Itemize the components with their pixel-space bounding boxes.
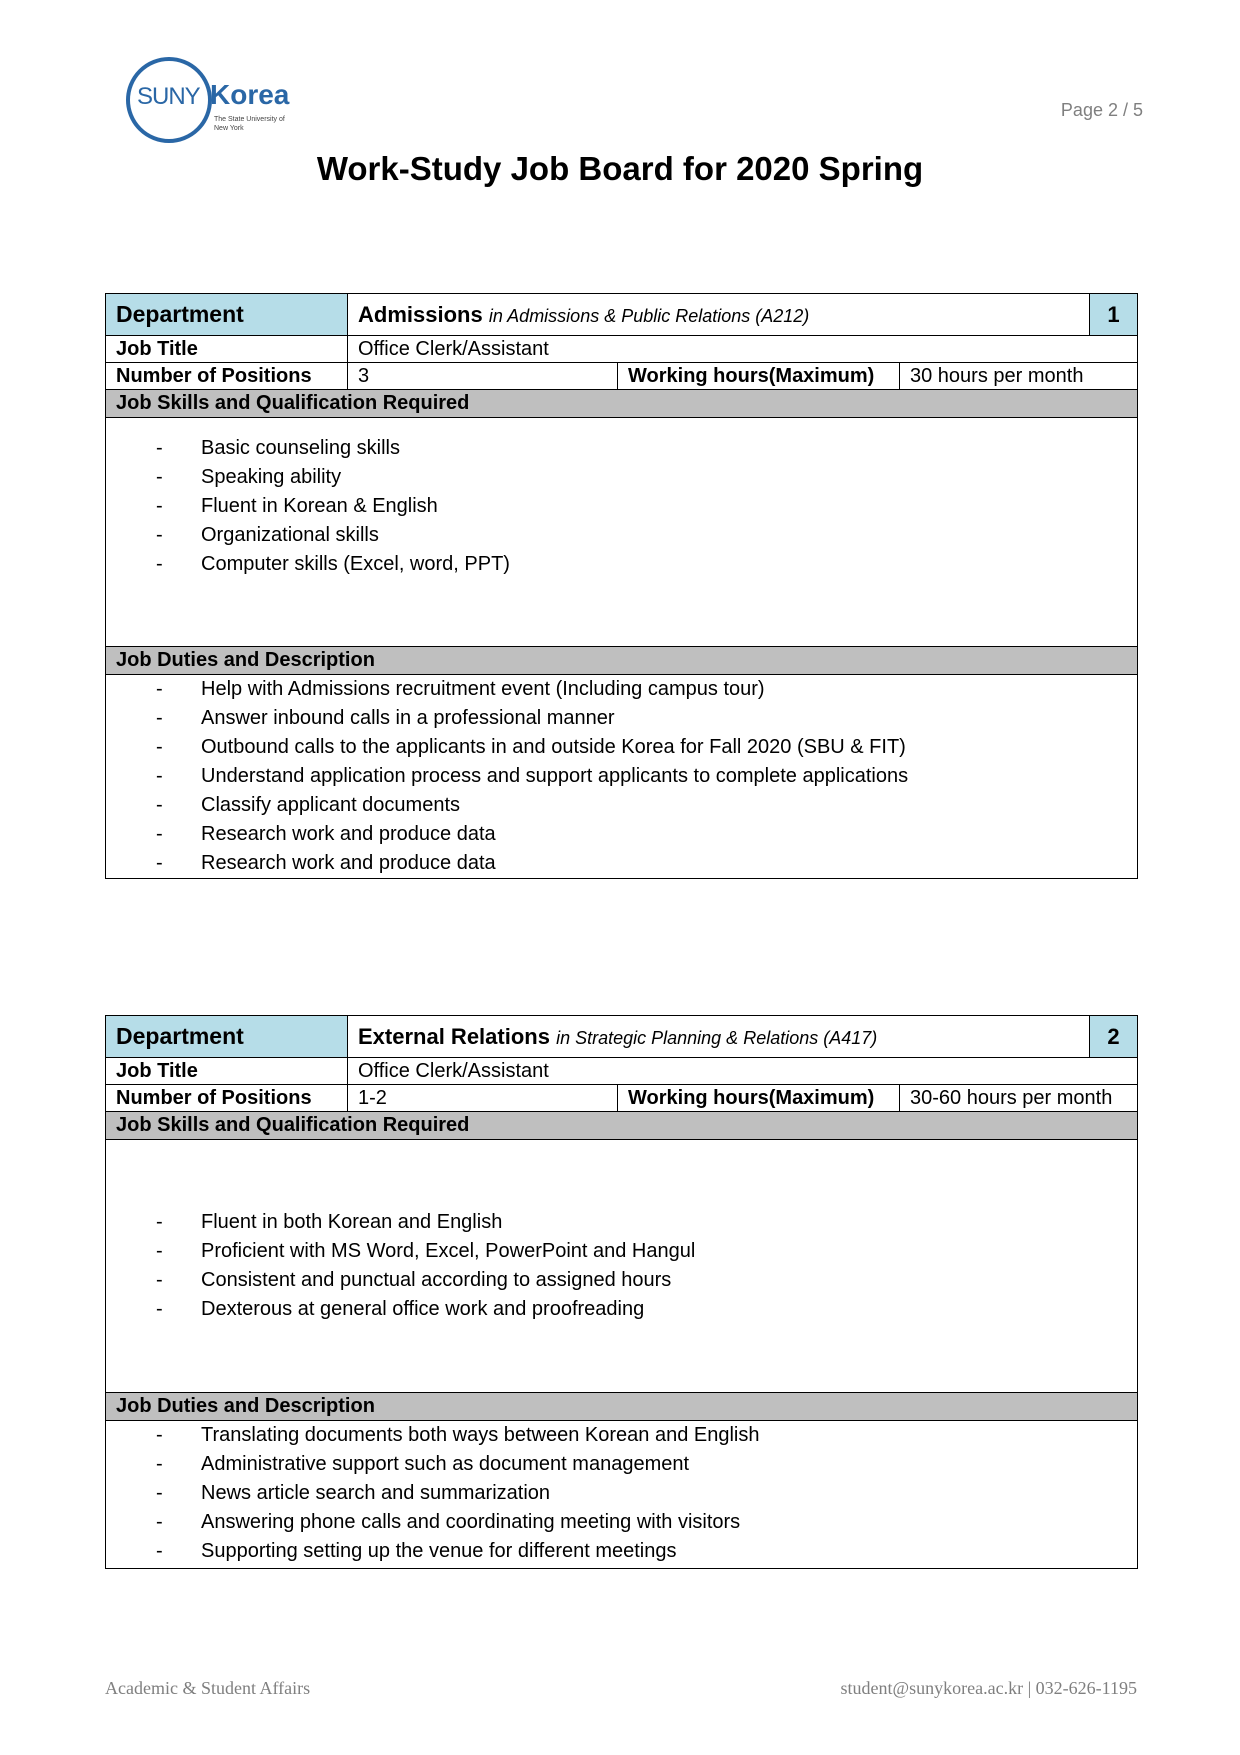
department-label: Department — [106, 1016, 348, 1058]
list-item: - Research work and produce data — [156, 849, 1127, 878]
page-number: Page 2 / 5 — [1060, 100, 1143, 120]
suny-korea-logo — [122, 53, 302, 143]
hours-label: Working hours(Maximum) — [618, 363, 900, 390]
job-number: 1 — [1090, 294, 1138, 336]
list-item: - Computer skills (Excel, word, PPT) — [156, 550, 1127, 579]
list-item: - News article search and summarization — [156, 1479, 1127, 1508]
skills-cell — [106, 1140, 1138, 1393]
skills-cell — [106, 418, 1138, 647]
department-title: Admissions — [358, 301, 483, 327]
job-title-label: Job Title — [106, 336, 348, 363]
footer-contact: student@sunykorea.ac.kr | 032-626-1195 — [840, 1678, 1137, 1698]
list-item: - Translating documents both ways between Korean and English — [156, 1421, 1127, 1450]
list-item: - Help with Admissions recruitment event (Including campus tour) — [156, 675, 1127, 704]
list-item: - Outbound calls to the applicants in and outside Korea for Fall 2020 (SBU & FIT) — [156, 733, 1127, 762]
department-title: External Relations — [358, 1023, 550, 1049]
list-item: - Fluent in both Korean and English — [156, 1208, 1127, 1237]
department-location: in Strategic Planning & Relations (A417) — [556, 1027, 878, 1048]
duties-cell — [106, 675, 1138, 879]
duties-cell — [106, 1421, 1138, 1569]
hours-value: 30 hours per month — [900, 363, 1138, 390]
list-item: - Consistent and punctual according to assigned hours — [156, 1266, 1127, 1295]
logo-korea-text: Korea — [210, 79, 290, 110]
department-name — [348, 294, 1090, 336]
job-table-2 — [105, 1015, 1138, 1569]
duties-list — [116, 675, 1127, 878]
hours-label: Working hours(Maximum) — [618, 1085, 900, 1112]
list-item: - Research work and produce data — [156, 820, 1127, 849]
page-title: Work-Study Job Board for 2020 Spring — [316, 150, 924, 187]
department-label: Department — [106, 294, 348, 336]
list-item: - Fluent in Korean & English — [156, 492, 1127, 521]
list-item: - Speaking ability — [156, 463, 1127, 492]
skills-header: Job Skills and Qualification Required — [106, 1112, 1138, 1140]
list-item: - Administrative support such as document management — [156, 1450, 1127, 1479]
hours-value: 30-60 hours per month — [900, 1085, 1138, 1112]
logo-subtitle: The State University of New York — [214, 116, 285, 132]
logo-suny-text: SUNY — [137, 83, 200, 110]
job-title-label: Job Title — [106, 1058, 348, 1085]
list-item: - Classify applicant documents — [156, 791, 1127, 820]
list-item: - Answer inbound calls in a professional manner — [156, 704, 1127, 733]
positions-label: Number of Positions — [106, 363, 348, 390]
list-item: - Supporting setting up the venue for different meetings — [156, 1537, 1127, 1566]
skills-list — [116, 434, 1127, 579]
footer-department: Academic & Student Affairs — [105, 1678, 311, 1698]
positions-value: 3 — [348, 363, 618, 390]
list-item: - Proficient with MS Word, Excel, PowerPoint and Hangul — [156, 1237, 1127, 1266]
duties-header: Job Duties and Description — [106, 1393, 1138, 1421]
job-table-1 — [105, 293, 1138, 879]
positions-label: Number of Positions — [106, 1085, 348, 1112]
list-item: - Organizational skills — [156, 521, 1127, 550]
job-title-value: Office Clerk/Assistant — [348, 336, 1138, 363]
duties-list — [116, 1421, 1127, 1566]
list-item: - Basic counseling skills — [156, 434, 1127, 463]
department-location: in Admissions & Public Relations (A212) — [488, 305, 810, 326]
department-name — [348, 1016, 1090, 1058]
list-item: - Understand application process and support applicants to complete applications — [156, 762, 1127, 791]
positions-value: 1-2 — [348, 1085, 618, 1112]
job-title-value: Office Clerk/Assistant — [348, 1058, 1138, 1085]
list-item: - Answering phone calls and coordinating meeting with visitors — [156, 1508, 1127, 1537]
job-number: 2 — [1090, 1016, 1138, 1058]
skills-header: Job Skills and Qualification Required — [106, 390, 1138, 418]
skills-list — [116, 1208, 1127, 1324]
duties-header: Job Duties and Description — [106, 647, 1138, 675]
list-item: - Dexterous at general office work and proofreading — [156, 1295, 1127, 1324]
